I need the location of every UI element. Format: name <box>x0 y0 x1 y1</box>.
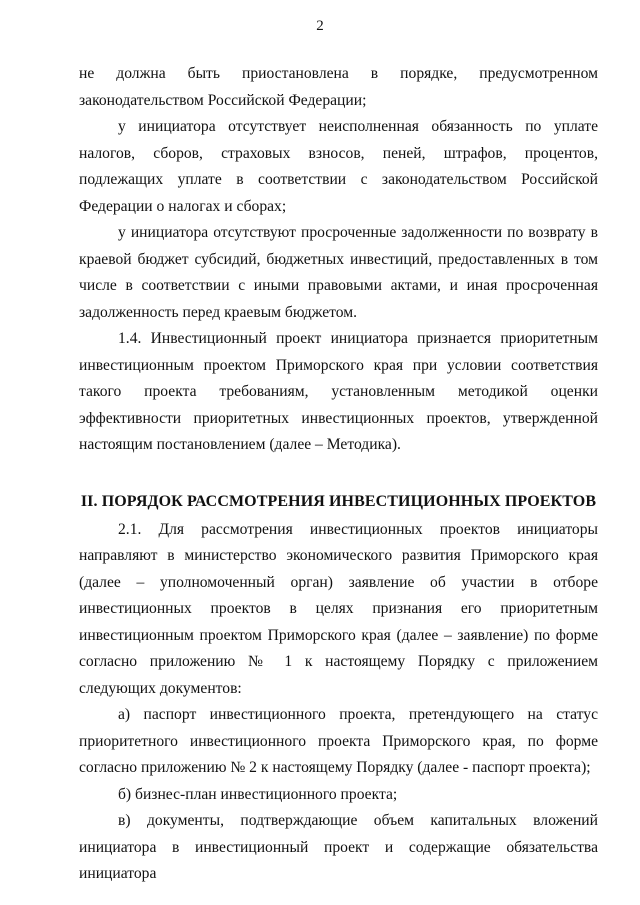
paragraph-2-1: 2.1. Для рассмотрения инвестиционных проектов инициаторы направляют в министерство экономического развития Приморского края (далее – уполномоченный орган) заявление об участии в отборе инвестиционных проектов в целях признания его приоритетным инвестиционным проектом Приморского края (далее – заявление) по форме согласно приложению № 1 к настоящему Порядку с приложением следующих документов: <box>79 520 598 697</box>
page-number: 2 <box>316 18 324 34</box>
document-body <box>79 61 598 888</box>
list-item-v: в) документы, подтверждающие объем капитальных вложений инициатора в инвестиционный проект и содержащие обязательства инициатора <box>79 812 598 882</box>
paragraph-continuation: не должна быть приостановлена в порядке, предусмотренном законодательством Российской Федерации; <box>79 65 598 109</box>
section-heading: II. ПОРЯДОК РАССМОТРЕНИЯ ИНВЕСТИЦИОННЫХ ПРОЕКТОВ <box>80 492 597 510</box>
paragraph-1-4: 1.4. Инвестиционный проект инициатора признается приоритетным инвестиционным проектом Приморского края при условии соответствия такого проекта требованиям, установленным методикой оценки эффективности приоритетных инвестиционных проектов, утвержденной настоящим постановлением (далее – Методика). <box>79 330 598 453</box>
paragraph-tax-obligations: у инициатора отсутствует неисполненная обязанность по уплате налогов, сборов, страховых взносов, пеней, штрафов, процентов, подлежащих уплате в соответствии с законодательством Российской Федерации о налогах и сборах; <box>79 118 598 215</box>
list-item-b: б) бизнес-план инвестиционного проекта; <box>118 785 398 803</box>
paragraph-overdue-debts: у инициатора отсутствуют просроченные задолженности по возврату в краевой бюджет субсидий, бюджетных инвестиций, предоставленных в том числе в соответствии с иными правовыми актами, и иная просроченная задолженность перед краевым бюджетом. <box>79 224 598 321</box>
list-item-a: а) паспорт инвестиционного проекта, претендующего на статус приоритетного инвестиционного проекта Приморского края, по форме согласно приложению № 2 к настоящему Порядку (далее - паспорт проекта); <box>79 706 598 776</box>
